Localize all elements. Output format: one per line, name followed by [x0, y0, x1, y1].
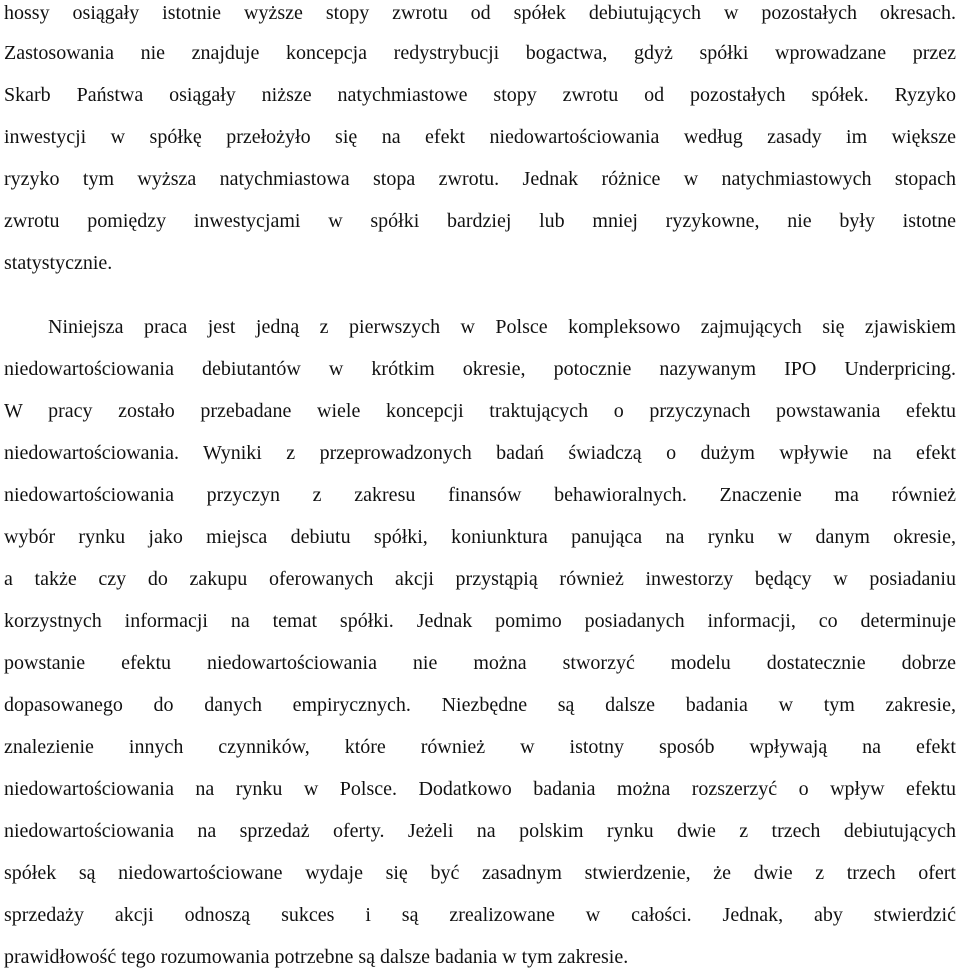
text-line: spółek są niedowartościowane wydaje się być zasadnym stwierdzenie, że dwie z trzech ofert [4, 862, 956, 884]
text-line: powstanie efektu niedowartościowania nie można stworzyć modelu dostatecznie dobrze [4, 652, 956, 674]
text-line: statystycznie. [4, 252, 113, 274]
text-line: korzystnych informacji na temat spółki. Jednak pomimo posiadanych informacji, co determinuje [4, 610, 956, 632]
text-line: niedowartościowania. Wyniki z przeprowadzonych badań świadczą o dużym wpływie na efekt [4, 442, 956, 464]
text-line: niedowartościowania przyczyn z zakresu finansów behawioralnych. Znaczenie ma również [4, 484, 956, 506]
text-line: niedowartościowania na rynku w Polsce. Dodatkowo badania można rozszerzyć o wpływ efektu [4, 778, 956, 800]
text-line: inwestycji w spółkę przełożyło się na efekt niedowartościowania według zasady im większe [4, 126, 956, 148]
text-line: zwrotu pomiędzy inwestycjami w spółki bardziej lub mniej ryzykowne, nie były istotne [4, 210, 956, 232]
text-line: Niniejsza praca jest jedną z pierwszych w Polsce kompleksowo zajmujących się zjawiskiem [48, 316, 956, 338]
text-line: Skarb Państwa osiągały niższe natychmiastowe stopy zwrotu od pozostałych spółek. Ryzyko [4, 84, 956, 106]
text-line: W pracy zostało przebadane wiele koncepcji traktujących o przyczynach powstawania efektu [4, 400, 956, 422]
text-line: wybór rynku jako miejsca debiutu spółki, koniunktura panująca na rynku w danym okresie, [4, 526, 956, 548]
text-line: hossy osiągały istotnie wyższe stopy zwrotu od spółek debiutujących w pozostałych okresach. [4, 2, 956, 24]
text-line: prawidłowość tego rozumowania potrzebne są dalsze badania w tym zakresie. [4, 946, 629, 968]
text-line: a także czy do zakupu oferowanych akcji przystąpią również inwestorzy będący w posiadaniu [4, 568, 956, 590]
text-line: ryzyko tym wyższa natychmiastowa stopa zwrotu. Jednak różnice w natychmiastowych stopach [4, 168, 956, 190]
text-line: Zastosowania nie znajduje koncepcja redystrybucji bogactwa, gdyż spółki wprowadzane przez [4, 42, 956, 64]
text-line: sprzedaży akcji odnoszą sukces i są zrealizowane w całości. Jednak, aby stwierdzić [4, 904, 956, 926]
text-line: niedowartościowania na sprzedaż oferty. Jeżeli na polskim rynku dwie z trzech debiutujących [4, 820, 956, 842]
text-line: niedowartościowania debiutantów w krótkim okresie, potocznie nazywanym IPO Underpricing. [4, 358, 956, 380]
text-line: dopasowanego do danych empirycznych. Niezbędne są dalsze badania w tym zakresie, [4, 694, 956, 716]
text-line: znalezienie innych czynników, które również w istotny sposób wpływają na efekt [4, 736, 956, 758]
